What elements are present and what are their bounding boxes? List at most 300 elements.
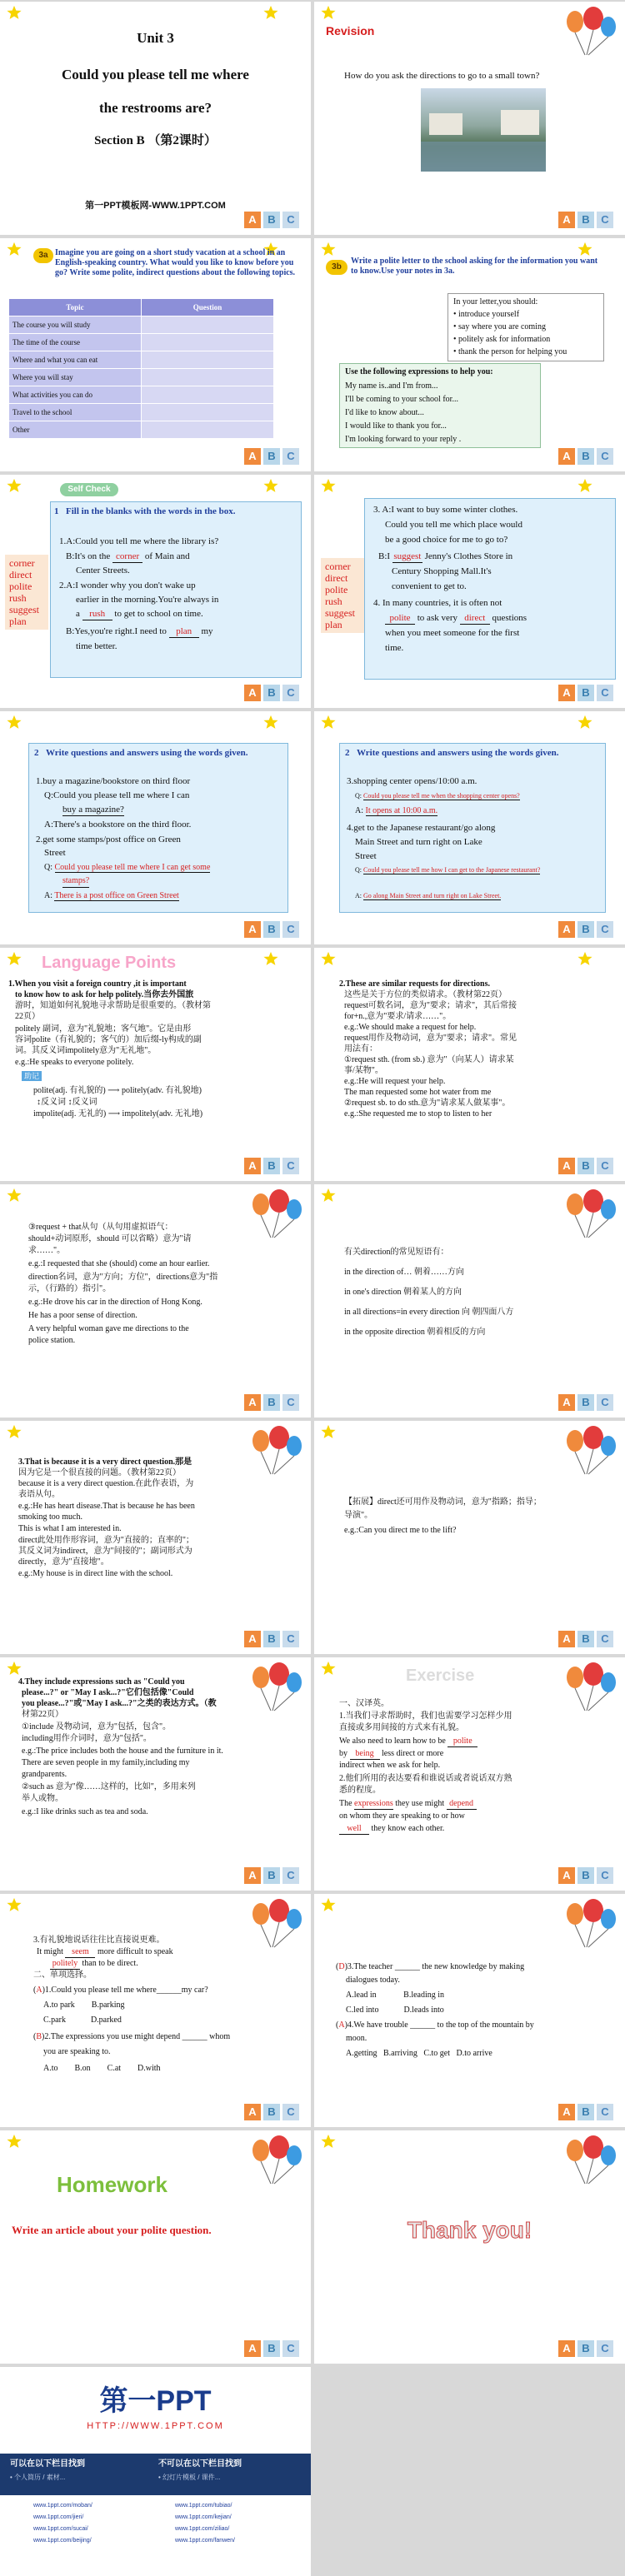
unit-label: Unit 3 (137, 30, 174, 46)
question-line: 2.A:I wonder why you don't wake up (59, 580, 196, 590)
tip-line: • introduce yourself (453, 310, 520, 319)
slide-direction-phrases[interactable] (314, 1184, 625, 1418)
abc-logo: A B C (244, 921, 299, 938)
text-line: including用作介词时，意为"包括"。 (22, 1734, 152, 1743)
choice-answer[interactable]: B (36, 2032, 42, 2041)
footer-url[interactable]: HTTP://WWW.1PPT.COM (87, 2421, 224, 2431)
exercise-instruction: Write questions and answers using the words given. (46, 748, 248, 758)
balloons-icon (246, 1189, 304, 1239)
word-item: polite (9, 580, 32, 592)
question-line: Q: Could you please tell me where I can get some (44, 863, 211, 872)
star-icon (321, 715, 336, 730)
text-line: ①include 及物动词，意为"包括，包含"。 (22, 1722, 172, 1731)
text-line: please...?" or "May I ask...?"它们包括像"Could (22, 1688, 194, 1697)
choice-answer[interactable]: D (338, 1962, 345, 1971)
topic-cell: The course you will study (9, 316, 142, 334)
text-line: in the direction of… 朝着……方向 (344, 1268, 464, 1277)
options-line: C.led into D.leads into (346, 2005, 444, 2015)
homework-task: Write an article about your polite question. (12, 2224, 212, 2236)
prompt-line: Street (44, 848, 66, 858)
balloons-icon (246, 1899, 304, 1949)
activity-instruction: Imagine you are going on a short study vacation at a school in an English-speaking country. What would you like to know before you go? Write some polite, indirect questions about the following topics. (55, 248, 296, 277)
question-line: We also need to learn how to be polite (339, 1736, 478, 1747)
expression-line: My name is..and I'm from... (345, 381, 438, 391)
question-line: convenient to get to. (392, 581, 467, 591)
word-item: plan (325, 619, 342, 630)
text-line: direct此处用作形容词，意为"直接的；直率的"； (18, 1536, 194, 1545)
text-line: police station. (28, 1336, 76, 1345)
question-line: well they know each other. (339, 1824, 444, 1835)
text-line: should+动词原形，should 可以省略）意为"请 (28, 1234, 192, 1243)
text-line: directly，意为"直接地"。 (18, 1557, 109, 1567)
question-cell[interactable] (142, 334, 274, 351)
table-header: Question (142, 299, 274, 316)
choice-answer[interactable]: A (36, 1986, 42, 1995)
site-label: 第一PPT模板网-WWW.1PPT.COM (85, 201, 226, 211)
question-line: Center Streets. (76, 566, 130, 575)
expression-line: I would like to thank you for... (345, 421, 447, 431)
text-line: 一、汉译英。 (339, 1699, 389, 1708)
options-line: A.lead in B.leading in (346, 1991, 445, 2000)
tip-line: • thank the person for helping you (453, 347, 568, 356)
footer-logo: 第一PPT (99, 2385, 212, 2417)
word-item: suggest (9, 604, 39, 615)
question-cell[interactable] (142, 404, 274, 421)
text-line: 1.当我们寻求帮助时，我们也需要学习怎样少用 (339, 1712, 512, 1721)
text-line: A very helpful woman gave me directions to the (28, 1324, 189, 1333)
star-icon (321, 951, 336, 966)
star-icon (263, 5, 278, 20)
question-line: (B)2.The expressions you use might depend ______ whom (33, 2032, 231, 2041)
exercise-panel (339, 743, 606, 913)
abc-logo: A B C (244, 2340, 299, 2357)
abc-logo: A B C (558, 1158, 613, 1174)
abc-logo: A B C (558, 921, 613, 938)
abc-logo: A B C (558, 1394, 613, 1411)
balloons-icon (246, 2135, 304, 2185)
topic-cell: Where you will stay (9, 369, 142, 386)
question-line: when you meet someone for the first (385, 628, 520, 638)
footer-col1-text: • 个人简历 / 素材... (10, 2474, 66, 2481)
town-photo (421, 88, 546, 172)
topic-table (8, 298, 274, 439)
abc-logo: A B C (558, 2340, 613, 2357)
star-icon (321, 1188, 336, 1203)
answer-blank[interactable]: rush (82, 608, 112, 620)
word-item: plan (9, 615, 27, 627)
text-line: 表语从句。 (18, 1490, 60, 1499)
question-line: earlier in the morning.You're always in (76, 595, 219, 605)
question-line: B:It's on the corner of Main and (66, 551, 190, 561)
topic-cell: Where and what you can eat (9, 351, 142, 369)
slide-requests[interactable] (314, 948, 625, 1181)
table-row (9, 316, 274, 334)
footer-link[interactable]: www.1ppt.com/moban/ (33, 2503, 92, 2509)
abc-logo: A B C (244, 685, 299, 701)
text-line: 4.They include expressions such as "Could you (18, 1677, 185, 1687)
text-line: polite(adj. 有礼貌的) ⟶ politely(adv. 有礼貌地) (33, 1086, 202, 1095)
balloons-icon (246, 1662, 304, 1712)
star-icon (578, 242, 592, 257)
table-row (9, 386, 274, 404)
star-icon (7, 1897, 22, 1912)
tip-line: • say where you are coming (453, 322, 546, 331)
table-row (9, 404, 274, 421)
text-line: e.g.:I like drinks such as tea and soda. (22, 1807, 148, 1816)
text-line: in the opposite direction 朝着相反的方向 (344, 1328, 486, 1337)
section-title: Homework (57, 2172, 168, 2197)
options-line: A.to B.on C.at D.with (43, 2064, 161, 2073)
question-line: (A)1.Could you please tell me where______my car? (33, 1986, 208, 1995)
text-line: This is what I am interested in. (18, 1524, 122, 1533)
answer-line: A:There's a bookstore on the third floor. (44, 820, 192, 830)
text-line: 2.他们所用的表达要看和谁说话或者说话双方熟 (339, 1774, 512, 1783)
activity-badge: 3a (33, 248, 53, 263)
question-line: moon. (346, 2034, 368, 2043)
slide-exercise-3[interactable] (314, 1894, 625, 2127)
question-cell[interactable] (142, 351, 274, 369)
title-line-1: Could you please tell me where (62, 67, 249, 82)
answer-blank[interactable]: well (339, 1824, 369, 1835)
revision-heading: Revision (326, 24, 375, 37)
star-icon (321, 242, 336, 257)
exercise-number: 2 (34, 748, 39, 758)
question-line: by being less direct or more (339, 1749, 444, 1758)
table-row (9, 334, 274, 351)
tip-line: • politely ask for information (453, 335, 551, 344)
text-line: 导演"。 (344, 1511, 373, 1520)
question-line: 1.A:Could you tell me where the library is? (59, 536, 219, 546)
star-icon (321, 1897, 336, 1912)
question-line: Q: Could you please tell me when the shopping center opens? (355, 792, 520, 800)
star-icon (7, 715, 22, 730)
text-line: 举人或物。 (22, 1794, 63, 1803)
footer-col2-text: • 幻灯片模板 / 课件... (158, 2474, 221, 2481)
balloons-icon (246, 1426, 304, 1476)
star-icon (321, 2134, 336, 2149)
question-line: B:I suggest Jenny's Clothes Store in (378, 551, 513, 561)
text-line: direction名词，意为"方向；方位"，directions意为"指 (28, 1273, 218, 1282)
exercise-number: 1 (54, 506, 59, 516)
text-line: 材第22页） (22, 1710, 63, 1719)
slide-language-points[interactable] (0, 948, 311, 1181)
word-box (321, 558, 364, 633)
abc-logo: A B C (244, 212, 299, 228)
question-line: time. (385, 643, 404, 653)
exercise-number: 2 (345, 748, 350, 758)
prompt-line: 3.shopping center opens/10:00 a.m. (347, 776, 478, 786)
abc-logo: A B C (244, 1867, 299, 1884)
letter-tips-box (448, 293, 604, 361)
question-line: The expressions they use might depend (339, 1799, 477, 1810)
expression-line: I'll be coming to your school for... (345, 395, 458, 404)
star-icon (321, 1424, 336, 1439)
answer-blank[interactable]: depend (447, 1799, 477, 1810)
text-line: 直接或多用间接的方式来有礼貌。 (339, 1723, 464, 1732)
question-line: a rush to get to school on time. (76, 609, 203, 619)
abc-logo: A B C (244, 448, 299, 465)
activity-instruction: Write a polite letter to the school asking for the information you want to know.Use your notes in 3a. (351, 257, 598, 276)
star-icon (7, 478, 22, 493)
question-line: Q: Could you please tell me how I can get to the Japanese restaurant? (355, 866, 541, 874)
star-icon (7, 1661, 22, 1676)
star-icon (263, 478, 278, 493)
footer-col1-title: 可以在以下栏目找到 (10, 2459, 85, 2469)
options-line: A.getting B.arriving C.to get D.to arrive (346, 2049, 492, 2058)
text-line: 求……"。 (28, 1246, 66, 1255)
text-line: ①request sth. (from sb.) 意为"（向某人）请求某 (344, 1055, 514, 1064)
river-shape (421, 142, 546, 172)
section-label: Section B （第2课时） (94, 134, 217, 147)
question-line: polite to ask very direct questions (385, 612, 527, 625)
word-item: polite (325, 584, 348, 595)
slide-exercise-2[interactable] (0, 1894, 311, 2127)
prompt-line: 4.get to the Japanese restaurant/go along (347, 823, 496, 833)
prompt-line: 1.buy a magazine/bookstore on third floor (36, 776, 191, 786)
star-icon (321, 478, 336, 493)
footer-ad[interactable] (0, 2367, 311, 2576)
star-icon (7, 1188, 22, 1203)
star-icon (263, 951, 278, 966)
tip-line: In your letter,you should: (453, 297, 538, 306)
balloons-icon (560, 7, 618, 57)
slide-include-such-as[interactable] (0, 1657, 311, 1891)
word-item: corner (325, 561, 351, 572)
footer-link[interactable]: www.1ppt.com/ziliao/ (175, 2526, 230, 2532)
text-line: 2.These are similar requests for directions. (339, 979, 491, 989)
house-shape (501, 110, 539, 135)
text-line: He has a poor sense of direction. (28, 1311, 138, 1320)
section-title: Language Points (42, 954, 177, 972)
slide-3b[interactable] (314, 238, 625, 471)
word-item: suggest (325, 607, 355, 619)
prompt-line: Street (355, 851, 377, 861)
question-line: be a good choice for me to go to? (385, 535, 508, 545)
star-icon (7, 5, 22, 20)
prompt-line: 2.get some stamps/post office on Green (36, 835, 181, 845)
answer-line: A: It opens at 10:00 a.m. (355, 806, 438, 815)
balloons-icon (560, 1662, 618, 1712)
text-line: e.g.:We should make a request for help. (344, 1023, 477, 1032)
text-line: e.g.:I requested that she (should) come an hour earlier. (28, 1259, 210, 1268)
text-line: impolite(adj. 无礼的) ⟶ impolitely(adv. 无礼地) (33, 1109, 203, 1119)
text-line: smoking too much. (18, 1512, 82, 1522)
text-line: in all directions=in every direction 向 朝四面八方 (344, 1308, 514, 1317)
activity-badge: 3b (326, 260, 348, 275)
topic-cell: The time of the course (9, 334, 142, 351)
abc-logo: A B C (558, 2104, 613, 2120)
footer-link[interactable]: www.1ppt.com/sucai/ (33, 2526, 88, 2532)
table-row (9, 351, 274, 369)
question-cell[interactable] (142, 386, 274, 404)
thank-you-title: Thank you! (407, 2217, 532, 2243)
text-line: 用法有： (344, 1044, 378, 1054)
slide-write-questions-1[interactable] (0, 711, 311, 944)
footer-links-panel (0, 2495, 311, 2576)
text-line: indirect when we ask for help. (339, 1761, 441, 1770)
prompt-line: Main Street and turn right on Lake (355, 837, 482, 847)
star-icon (263, 715, 278, 730)
answer-blank[interactable]: expressions (354, 1799, 393, 1808)
balloons-icon (560, 1426, 618, 1476)
text-line: request用作及物动词，意为"要求；请求"。常见 (344, 1034, 518, 1043)
answer-blank[interactable]: politely (50, 1959, 80, 1970)
text-line: request可数名词，意为"要求；请求"，其后常接 (344, 1001, 518, 1010)
question-line: time better. (76, 641, 118, 651)
text-line: 1.When you visit a foreign country ,it is important (8, 979, 187, 989)
revision-question: How do you ask the directions to go to a small town? (344, 71, 540, 81)
text-line: e.g.:He speaks to everyone politely. (15, 1058, 134, 1067)
answer-blank[interactable]: seem (65, 1947, 95, 1958)
footer-panel (0, 2454, 311, 2576)
abc-logo: A B C (244, 1631, 299, 1647)
exercise-panel (364, 498, 616, 680)
text-line: 游时，知道如何礼貌地寻求帮助是很重要的。（教材第 (15, 1001, 211, 1010)
text-line: on whom they are speaking to or how (339, 1811, 465, 1821)
text-line: 【拓展】direct还可用作及物动词，意为"指路；指导； (344, 1497, 542, 1507)
slide-homework[interactable] (0, 2130, 311, 2364)
slide-self-check-2[interactable] (314, 475, 625, 708)
text-line: 事/某物"。 (344, 1066, 383, 1075)
options-line: C.park D.parked (43, 2015, 122, 2025)
answer-blank[interactable]: suggest (393, 551, 422, 561)
text-line: 容词polite（有礼貌的；客气的）加后缀-ly构成的副 (15, 1035, 202, 1044)
footer-link[interactable]: www.1ppt.com/fanwen/ (175, 2538, 235, 2544)
choice-answer[interactable]: A (338, 2020, 345, 2030)
word-item: direct (325, 572, 348, 584)
slide-direct-extension[interactable] (314, 1421, 625, 1654)
text-line: politely 副词，意为"礼貌地；客气地"。它是由形 (15, 1024, 192, 1034)
text-line: grandparents. (22, 1770, 68, 1779)
question-line: (A)4.We have trouble ______ to the top of the mountain by (336, 2020, 534, 2030)
question-cell[interactable] (142, 369, 274, 386)
star-icon (7, 2134, 22, 2149)
exercise-panel (28, 743, 288, 913)
abc-logo: A B C (558, 1867, 613, 1884)
text-line: in one's direction 朝着某人的方向 (344, 1288, 462, 1297)
topic-cell: What activities you can do (9, 386, 142, 404)
question-line: Could you tell me which place would (385, 520, 522, 530)
text-line: e.g.:Can you direct me to the lift? (344, 1526, 457, 1535)
answer-line: A: Go along Main Street and turn right on Lake Street. (355, 892, 502, 899)
text-line: 3.That is because it is a very direct question.那是 (18, 1457, 192, 1467)
answer-blank[interactable]: direct (460, 612, 490, 625)
slide-direct-question[interactable] (0, 1421, 311, 1654)
text-line: 这些是关于方位的类似请求。（教材第22页） (344, 990, 507, 999)
balloons-icon (560, 1189, 618, 1239)
abc-logo: A B C (558, 212, 613, 228)
word-item: corner (9, 557, 35, 569)
question-line: buy a magazine? (62, 805, 124, 815)
slide-exercise-1[interactable] (314, 1657, 625, 1891)
star-icon (578, 478, 592, 493)
text-line: e.g.:He drove his car in the direction of Hong Kong. (28, 1298, 202, 1307)
answer-blank[interactable]: being (350, 1749, 380, 1760)
slide-write-questions-2[interactable] (314, 711, 625, 944)
exercise-instruction: Fill in the blanks with the words in the box. (66, 506, 236, 516)
section-title: Exercise (406, 1667, 475, 1685)
text-line: The man requested some hot water from me (344, 1088, 492, 1097)
footer-col2-title: 不可以在以下栏目找到 (158, 2459, 242, 2469)
question-cell[interactable] (142, 421, 274, 439)
answer-blank[interactable]: corner (112, 551, 142, 563)
star-icon (321, 1661, 336, 1676)
slide-3a[interactable] (0, 238, 311, 471)
expressions-box (339, 363, 541, 448)
text-line: ↕反义词 ↕反义词 (37, 1098, 98, 1107)
exercise-panel (50, 501, 302, 678)
star-icon (578, 951, 592, 966)
abc-logo: A B C (558, 448, 613, 465)
text-line: 22页） (15, 1012, 40, 1021)
text-line: e.g.:He will request your help. (344, 1077, 446, 1086)
mnemonic-badge: 助记 (22, 1071, 42, 1081)
topic-cell: Travel to the school (9, 404, 142, 421)
slide-self-check-1[interactable] (0, 475, 311, 708)
answer-blank[interactable]: polite (448, 1736, 478, 1747)
question-line: politely than to be direct. (50, 1959, 138, 1970)
text-line: 3.有礼貌地说话往往比直接说更难。 (33, 1936, 165, 1945)
abc-logo: A B C (244, 1394, 299, 1411)
exercise-instruction: Write questions and answers using the words given. (357, 748, 559, 758)
text-line: e.g.:He has heart disease.That is because he has been (18, 1502, 195, 1511)
text-line: 示，（行路的）指引"。 (28, 1284, 112, 1293)
options-line: A.to park B.parking (43, 2001, 125, 2010)
table-header: Topic (9, 299, 142, 316)
text-line: 悉的程度。 (339, 1786, 381, 1795)
star-icon (321, 5, 336, 20)
star-icon (578, 715, 592, 730)
text-line: you please...?"或"May I ask...?"之类的表达方式。（教 (22, 1699, 217, 1708)
text-line: ②such as 意为"像……这样的，比如"，多用来列 (22, 1782, 196, 1791)
slide-title[interactable] (0, 2, 311, 235)
abc-logo: A B C (558, 1631, 613, 1647)
slide-thank-you[interactable] (314, 2130, 625, 2364)
answer-line: A: There is a post office on Green Street (44, 891, 179, 900)
house-shape (429, 113, 462, 135)
text-line: ②request sb. to do sth.意为"请求某人做某事"。 (344, 1099, 511, 1108)
answer-blank[interactable]: plan (169, 625, 199, 638)
footer-link[interactable]: www.1ppt.com/jieri/ (33, 2514, 84, 2520)
question-cell[interactable] (142, 316, 274, 334)
slide-request-direction[interactable] (0, 1184, 311, 1418)
table-row (9, 421, 274, 439)
text-line: e.g.:My house is in direct line with the school. (18, 1569, 173, 1578)
footer-link[interactable]: www.1ppt.com/beijing/ (33, 2538, 92, 2544)
word-box (5, 555, 48, 630)
text-line: for+n.,意为"要求/请求……"。 (344, 1012, 452, 1021)
answer-blank[interactable]: polite (385, 612, 415, 625)
question-line: Q:Could you please tell me where I can (44, 790, 190, 800)
topic-cell: Other (9, 421, 142, 439)
footer-link[interactable]: www.1ppt.com/tubiao/ (175, 2503, 232, 2509)
table-row (9, 369, 274, 386)
footer-link[interactable]: www.1ppt.com/kejian/ (175, 2514, 232, 2520)
expression-line: I'm looking forward to your reply . (345, 435, 462, 444)
title-line-2: the restrooms are? (98, 100, 212, 116)
slide-revision[interactable] (314, 2, 625, 235)
question-line: dialogues today. (346, 1976, 400, 1985)
abc-logo: A B C (244, 1158, 299, 1174)
abc-logo: A B C (244, 2104, 299, 2120)
star-icon (7, 242, 22, 257)
question-line: Century Shopping Mall.It's (392, 566, 492, 576)
text-line: to know how to ask for help politely.当你去外国旅 (15, 990, 194, 999)
question-line: (D)3.The teacher ______ the new knowledge by making (336, 1962, 525, 1971)
text-line: 其反义词为indirect，意为"间接的"；副词形式为 (18, 1547, 192, 1556)
text-line: 有关direction的常见短语有： (344, 1248, 449, 1257)
question-line: It might seem more difficult to speak (37, 1947, 173, 1956)
